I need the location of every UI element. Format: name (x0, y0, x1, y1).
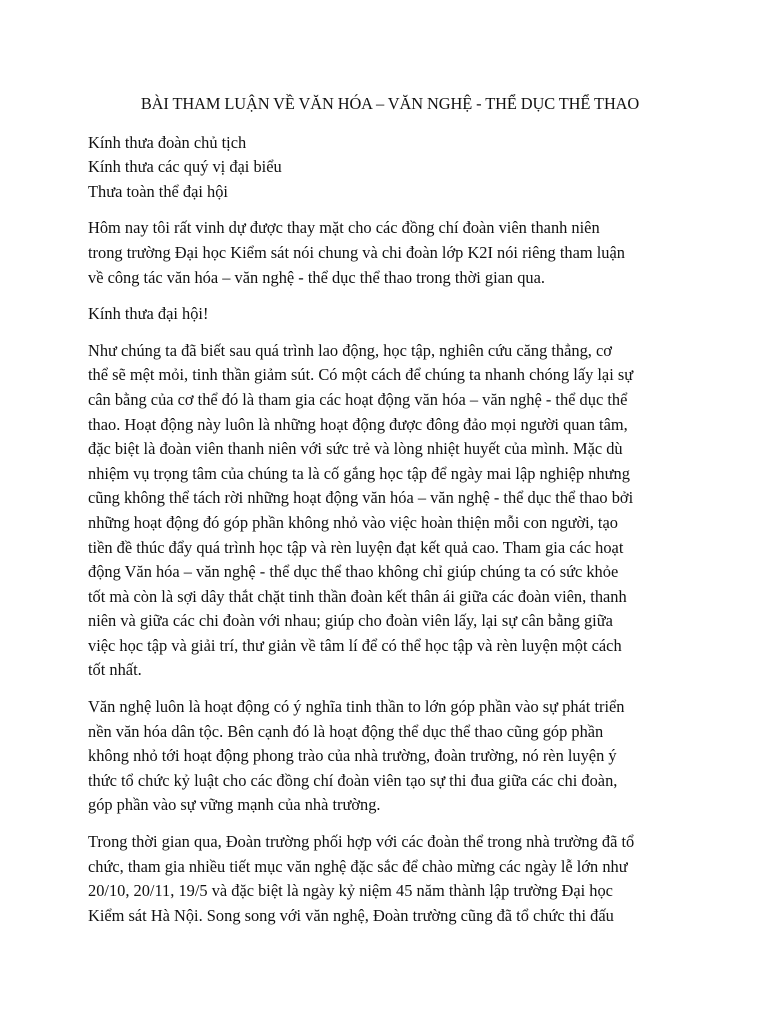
paragraph-line: chức, tham gia nhiều tiết mục văn nghệ đặc sắc để chào mừng các ngày lễ lớn như (88, 856, 628, 876)
document-body (88, 92, 692, 928)
paragraph-line: trong trường Đại học Kiểm sát nói chung và chi đoàn lớp K2I nói riêng tham luận (88, 242, 625, 262)
address-line: Kính thưa đại hội! (88, 304, 209, 324)
paragraph-line: 20/10, 20/11, 19/5 và đặc biệt là ngày kỷ niệm 45 năm thành lập trường Đại học (88, 881, 613, 901)
salutation-line: Thưa toàn thể đại hội (88, 181, 228, 201)
paragraph-line: về công tác văn hóa – văn nghệ - thể dục thể thao trong thời gian qua. (88, 267, 545, 287)
paragraph-line: góp phần vào sự vững mạnh của nhà trường. (88, 795, 381, 815)
paragraph-line: Như chúng ta đã biết sau quá trình lao động, học tập, nghiên cứu căng thẳng, cơ (88, 340, 612, 360)
paragraph-line: thức tổ chức kỷ luật cho các đồng chí đoàn viên tạo sự thi đua giữa các chi đoàn, (88, 770, 618, 790)
paragraph-line: nền văn hóa dân tộc. Bên cạnh đó là hoạt động thể dục thể thao cũng góp phần (88, 721, 604, 741)
paragraph-line: không nhỏ tới hoạt động phong trào của nhà trường, đoàn trường, nó rèn luyện ý (88, 746, 617, 766)
paragraph-line: cũng không thể tách rời những hoạt động văn hóa – văn nghệ - thể dục thể thao bởi (88, 488, 634, 508)
paragraph-line: tốt nhất. (88, 660, 142, 680)
paragraph-line: Kiểm sát Hà Nội. Song song với văn nghệ, Đoàn trường cũng đã tổ chức thi đấu (88, 905, 614, 925)
paragraph-arts (88, 695, 692, 818)
paragraph-line: những hoạt động đó góp phần không nhỏ vào việc hoàn thiện mỗi con người, tạo (88, 512, 618, 532)
paragraph-line: động Văn hóa – văn nghệ - thể dục thể thao không chỉ giúp chúng ta có sức khỏe (88, 562, 619, 582)
document-title: BÀI THAM LUẬN VỀ VĂN HÓA – VĂN NGHỆ - THỂ DỤC THỂ THAO (140, 94, 640, 113)
paragraph-line: cân bằng của cơ thể đó là tham gia các hoạt động văn hóa – văn nghệ - thể dục thể (88, 389, 628, 409)
paragraph-introduction (88, 216, 692, 290)
salutation-block (88, 131, 692, 205)
salutation-line: Kính thưa các quý vị đại biểu (88, 157, 282, 177)
paragraph-line: Hôm nay tôi rất vinh dự được thay mặt cho các đồng chí đoàn viên thanh niên (88, 218, 600, 238)
paragraph-line: thể sẽ mệt mỏi, tinh thần giảm sút. Có một cách để chúng ta nhanh chóng lấy lại sự (88, 365, 634, 385)
paragraph-line: Trong thời gian qua, Đoàn trường phối hợp với các đoàn thể trong nhà trường đã tổ (88, 832, 635, 852)
paragraph-line: nhiệm vụ trọng tâm của chúng ta là cố gắng học tập để ngày mai lập nghiệp nhưng (88, 463, 630, 483)
paragraph-activities (88, 830, 692, 928)
paragraph-line: thao. Hoạt động này luôn là những hoạt động được đông đảo mọi người quan tâm, (88, 414, 628, 434)
paragraph-line: Văn nghệ luôn là hoạt động có ý nghĩa tinh thần to lớn góp phần vào sự phát triển (88, 697, 625, 717)
paragraph-line: niên và giữa các chi đoàn với nhau; giúp cho đoàn viên lấy, lại sự cân bằng giữa (88, 611, 613, 631)
paragraph-line: tiền đề thúc đẩy quá trình học tập và rèn luyện đạt kết quả cao. Tham gia các hoạt (88, 537, 624, 557)
paragraph-benefits (88, 339, 692, 683)
paragraph-line: tốt mà còn là sợi dây thắt chặt tinh thần đoàn kết thân ái giữa các đoàn viên, thanh (88, 586, 627, 606)
paragraph-line: đặc biệt là đoàn viên thanh niên với sức trẻ và lòng nhiệt huyết của mình. Mặc dù (88, 439, 623, 459)
paragraph-line: việc học tập và giải trí, thư giản về tâm lí để có thể học tập và rèn luyện một cách (88, 635, 622, 655)
salutation-line: Kính thưa đoàn chủ tịch (88, 132, 247, 152)
